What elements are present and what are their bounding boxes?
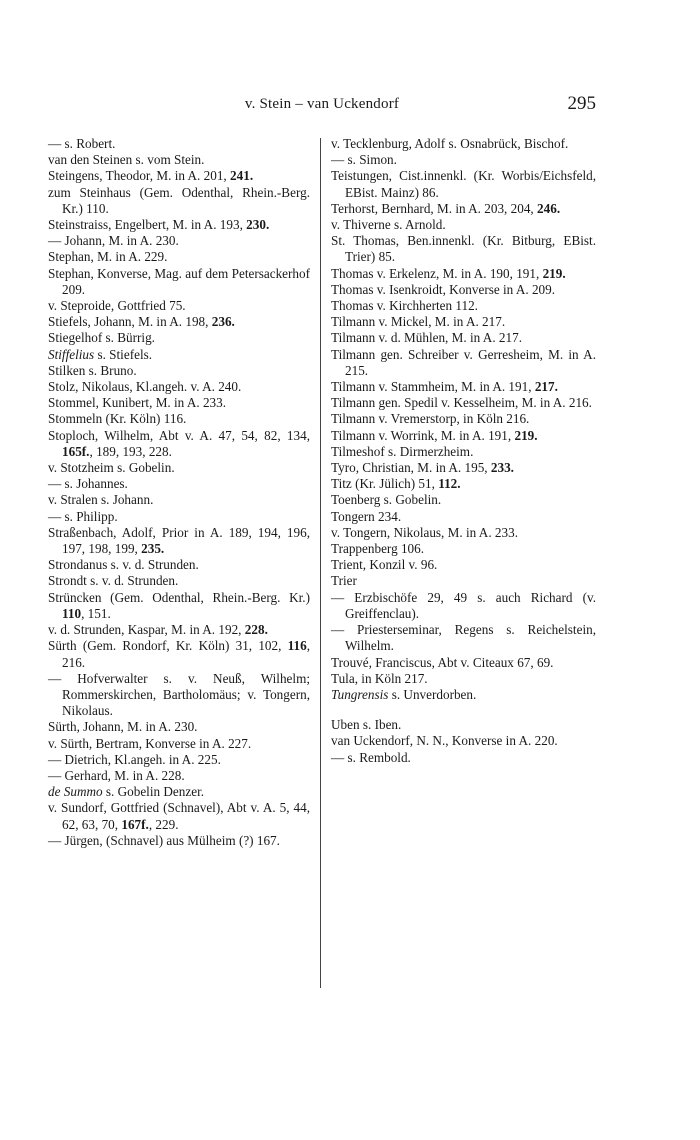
index-entry (331, 314, 596, 330)
index-entry (331, 444, 596, 460)
entry-text: s. Stiefels. (94, 346, 153, 362)
index-entry (48, 379, 310, 395)
index-entry (48, 736, 310, 752)
entry-text: — s. Robert. (48, 136, 116, 151)
index-entry (331, 460, 596, 476)
entry-text: zum Steinhaus (Gem. Odenthal, Rhein.-Berg. Kr.) 110. (48, 184, 310, 216)
index-entry (331, 266, 596, 282)
entry-text: Teistungen, Cist.innenkl. (Kr. Worbis/Eichsfeld, EBist. Mainz) 86. (331, 168, 596, 200)
index-entry (48, 476, 310, 492)
entry-text: — Gerhard, M. in A. 228. (48, 767, 185, 783)
index-entry (48, 249, 310, 265)
entry-text: Stiefels, Johann, M. in A. 198, (48, 314, 212, 330)
index-entry (48, 573, 310, 589)
index-entry (48, 136, 310, 152)
index-entry (331, 541, 596, 557)
index-entry (48, 622, 310, 638)
index-entry (331, 152, 596, 168)
index-entry (331, 655, 596, 671)
entry-text: , 229. (148, 816, 179, 832)
entry-text: Trier (331, 573, 357, 589)
index-entry (331, 750, 596, 766)
entry-text: Titz (Kr. Jülich) 51, (331, 476, 439, 492)
index-entry (48, 492, 310, 508)
entry-text: — Erzbischöfe 29, 49 s. auch Richard (v. Greiffenclau). (331, 589, 596, 621)
entry-text: Uben s. Iben. (331, 717, 402, 733)
index-entry (48, 233, 310, 249)
entry-text: Strondt s. v. d. Strunden. (48, 573, 179, 589)
index-entry (48, 460, 310, 476)
index-entry (331, 428, 596, 444)
entry-text: v. Thiverne s. Arnold. (331, 217, 446, 233)
entry-text: Stiffelius (48, 346, 95, 362)
entry-text: v. Sundorf, Gottfried (Schnavel), Abt v. A. 5, 44, 62, 63, 70, (48, 800, 310, 832)
index-column-left (48, 136, 310, 849)
entry-text: v. Steproide, Gottfried 75. (48, 298, 186, 314)
entry-text: Tilmann gen. Spedil v. Kesselheim, M. in A. 216. (331, 395, 592, 411)
entry-text: Tula, in Köln 217. (331, 670, 428, 686)
entry-text: Trappenberg 106. (331, 541, 425, 557)
entry-text: Tongern 234. (331, 508, 402, 524)
index-entry (331, 557, 596, 573)
index-entry (48, 557, 310, 573)
index-entry (331, 136, 596, 152)
index-entry (331, 201, 596, 217)
entry-text: Trient, Konzil v. 96. (331, 557, 438, 573)
index-entry (48, 509, 310, 525)
entry-text: Stommeln (Kr. Köln) 116. (48, 411, 187, 427)
entry-text: Toenberg s. Gobelin. (331, 492, 442, 508)
page-number: 295 (567, 93, 596, 114)
index-entry (331, 573, 596, 589)
entry-text: 228. (244, 622, 268, 638)
entry-text: Sürth (Gem. Rondorf, Kr. Köln) 31, 102, (48, 638, 288, 654)
index-entry (331, 330, 596, 346)
entry-text: Strüncken (Gem. Odenthal, Rhein.-Berg. Kr.) (48, 589, 310, 605)
entry-text: Stommel, Kunibert, M. in A. 233. (48, 395, 227, 411)
index-entry (331, 347, 596, 379)
entry-text: 219. (514, 427, 538, 443)
index-entry (48, 590, 310, 622)
running-title: v. Stein – van Uckendorf (244, 96, 400, 112)
entry-text: Tilmann gen. Schreiber v. Gerresheim, M. in A. 215. (331, 346, 596, 378)
entry-text: — Jürgen, (Schnavel) aus Mülheim (?) 167. (48, 832, 280, 848)
index-entry (48, 719, 310, 735)
index-entry (331, 298, 596, 314)
index-entry (48, 752, 310, 768)
entry-text: — s. Johannes. (48, 476, 128, 492)
index-entry (48, 784, 310, 800)
index-entry (48, 411, 310, 427)
entry-text: 219. (542, 265, 566, 281)
index-entry (331, 411, 596, 427)
entry-text: Stiegelhof s. Bürrig. (48, 330, 155, 346)
entry-text: Tilmann v. Mickel, M. in A. 217. (331, 314, 506, 330)
index-entry (331, 379, 596, 395)
index-entry (48, 800, 310, 832)
entry-text: 241. (230, 168, 254, 184)
entry-text: — Dietrich, Kl.angeh. in A. 225. (48, 751, 221, 767)
entry-text: 217. (534, 379, 558, 395)
entry-text: 236. (211, 314, 235, 330)
index-entry (331, 590, 596, 622)
entry-text: 110 (62, 605, 82, 621)
entry-text: Stilken s. Bruno. (48, 362, 137, 378)
index-entry (48, 525, 310, 557)
entry-text: s. Gobelin Denzer. (102, 784, 205, 800)
entry-text: v. d. Strunden, Kaspar, M. in A. 192, (48, 622, 245, 638)
entry-text: v. Sürth, Bertram, Konverse in A. 227. (48, 735, 252, 751)
entry-text: 116 (287, 638, 307, 654)
index-entry (331, 509, 596, 525)
index-entry (48, 768, 310, 784)
index-entry (48, 428, 310, 460)
entry-text: — Johann, M. in A. 230. (48, 233, 179, 249)
entry-text: — Hofverwalter s. v. Neuß, Wilhelm; Rommerskirchen, Bartholomäus; v. Tongern, Nikolaus. (48, 670, 310, 719)
entry-text: Trouvé, Franciscus, Abt v. Citeaux 67, 69. (331, 654, 554, 670)
index-entry (331, 282, 596, 298)
index-entry (48, 152, 310, 168)
entry-text: Straßenbach, Adolf, Prior in A. 189, 194, 196, 197, 198, 199, (48, 524, 310, 557)
entry-text: Stoploch, Wilhelm, Abt v. A. 47, 54, 82, 134, (48, 427, 310, 443)
entry-text: , 216. (62, 638, 310, 670)
entry-text: Stolz, Nikolaus, Kl.angeh. v. A. 240. (48, 379, 242, 395)
entry-text: 112. (438, 476, 461, 492)
index-entry (331, 395, 596, 411)
entry-text: Tilmeshof s. Dirmerzheim. (331, 443, 474, 459)
entry-text: Tilmann v. Stammheim, M. in A. 191, (331, 379, 535, 395)
index-entry (331, 476, 596, 492)
column-divider (320, 138, 321, 988)
entry-text: van Uckendorf, N. N., Konverse in A. 220. (331, 733, 558, 749)
index-entry (48, 168, 310, 184)
entry-text: — s. Rembold. (331, 749, 411, 765)
entry-text: v. Tongern, Nikolaus, M. in A. 233. (331, 524, 518, 540)
entry-text: v. Tecklenburg, Adolf s. Osnabrück, Bischof. (331, 136, 569, 151)
entry-text: — Priesterseminar, Regens s. Reichelstein, Wilhelm. (331, 622, 596, 654)
entry-text: 230. (246, 217, 270, 233)
index-entry (48, 217, 310, 233)
index-entry (331, 733, 596, 749)
index-entry (331, 687, 596, 703)
index-entry (331, 233, 596, 265)
index-entry (48, 347, 310, 363)
entry-text: s. Unverdorben. (388, 686, 477, 702)
entry-text: Terhorst, Bernhard, M. in A. 203, 204, (331, 200, 538, 216)
entry-text: Stephan, M. in A. 229. (48, 249, 168, 265)
entry-text: Tilmann v. Worrink, M. in A. 191, (331, 427, 515, 443)
entry-text: Tungrensis (331, 686, 389, 702)
entry-text: , 189, 193, 228. (89, 443, 172, 459)
index-entry (48, 298, 310, 314)
entry-text: — s. Simon. (331, 152, 397, 168)
entry-text: Tilmann v. Vremerstorp, in Köln 216. (331, 411, 530, 427)
entry-text: St. Thomas, Ben.innenkl. (Kr. Bitburg, EBist. Trier) 85. (331, 233, 596, 265)
entry-text: v. Stralen s. Johann. (48, 492, 154, 508)
entry-text: Steingens, Theodor, M. in A. 201, (48, 168, 231, 184)
entry-text: Thomas v. Isenkroidt, Konverse in A. 209. (331, 281, 556, 297)
entry-text: 233. (490, 460, 514, 476)
index-entry (48, 395, 310, 411)
index-entry (48, 330, 310, 346)
page-header (48, 93, 596, 120)
entry-text: Tilmann v. d. Mühlen, M. in A. 217. (331, 330, 522, 346)
entry-text: Sürth, Johann, M. in A. 230. (48, 719, 198, 735)
index-entry (331, 671, 596, 687)
index-column-right (331, 136, 596, 766)
index-entry (331, 622, 596, 654)
entry-text: Stephan, Konverse, Mag. auf dem Petersackerhof 209. (48, 265, 310, 297)
entry-text: , 151. (81, 605, 111, 621)
entry-text: — s. Philipp. (48, 508, 118, 524)
index-entry (331, 217, 596, 233)
entry-text: 167f. (121, 816, 149, 832)
entry-text: de (48, 784, 64, 800)
entry-text: van den Steinen s. vom Stein. (48, 152, 205, 168)
entry-text: Thomas v. Erkelenz, M. in A. 190, 191, (331, 265, 543, 281)
index-entry (331, 492, 596, 508)
index-columns (48, 136, 596, 996)
index-entry (48, 638, 310, 670)
index-entry (48, 671, 310, 720)
index-entry (331, 168, 596, 200)
entry-text: Summo (63, 784, 103, 800)
entry-text: 165f. (62, 443, 90, 459)
entry-text: 246. (537, 200, 561, 216)
entry-text: Thomas v. Kirchherten 112. (331, 298, 478, 314)
index-entry (331, 525, 596, 541)
entry-text: Steinstraiss, Engelbert, M. in A. 193, (48, 217, 247, 233)
index-entry (48, 185, 310, 217)
index-entry (48, 266, 310, 298)
index-entry (331, 717, 596, 733)
entry-text: Tyro, Christian, M. in A. 195, (331, 460, 491, 476)
entry-text: 235. (141, 541, 165, 557)
index-entry (48, 363, 310, 379)
entry-text: Strondanus s. v. d. Strunden. (48, 557, 199, 573)
index-entry (48, 833, 310, 849)
index-entry (48, 314, 310, 330)
entry-text: v. Stotzheim s. Gobelin. (48, 460, 175, 476)
